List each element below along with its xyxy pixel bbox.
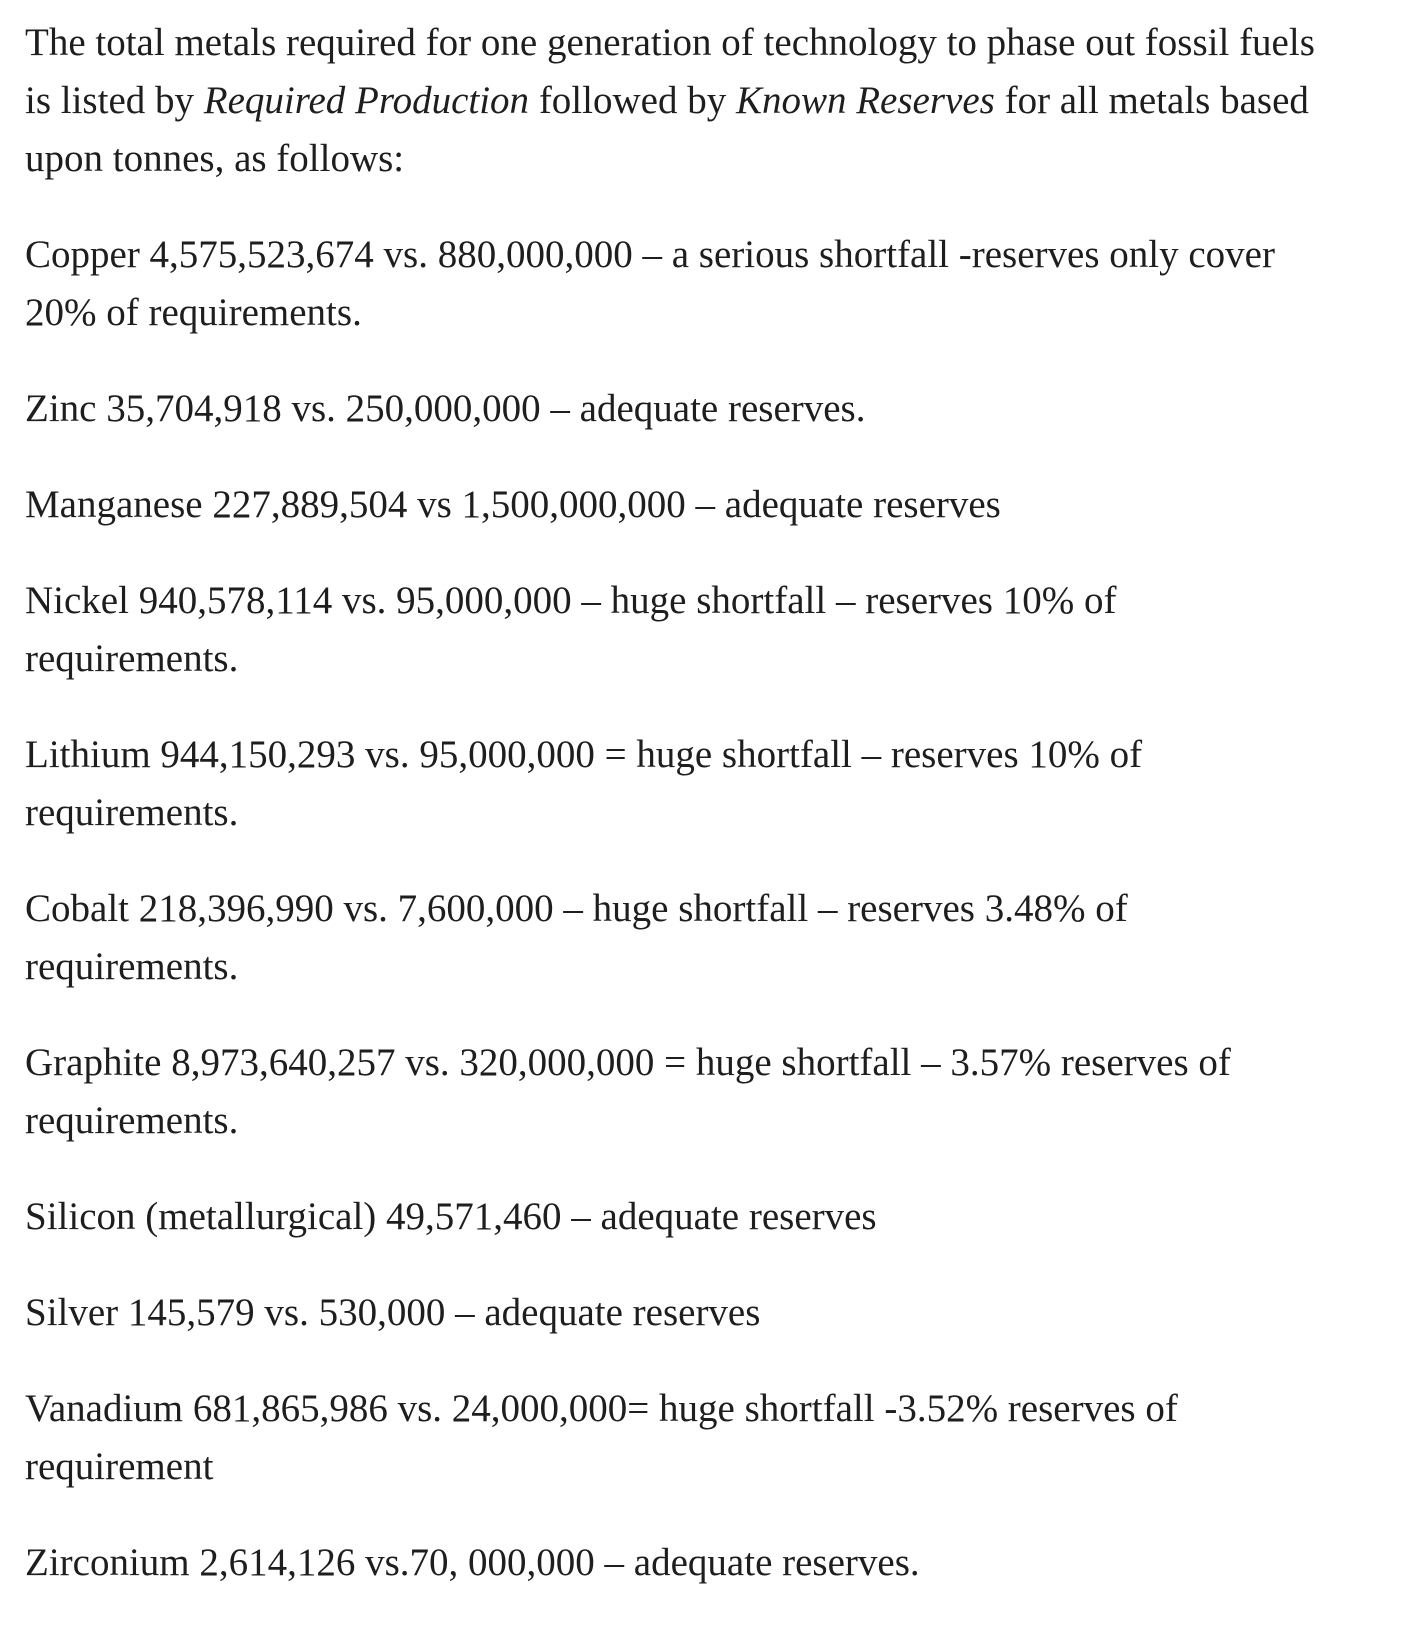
- metal-entry-copper: Copper 4,575,523,674 vs. 880,000,000 – a serious shortfall -reserves only cover 20% of requirements.: [25, 233, 1275, 334]
- metal-entry-silver: Silver 145,579 vs. 530,000 – adequate reserves: [25, 1291, 761, 1334]
- metal-entry-cobalt: Cobalt 218,396,990 vs. 7,600,000 – huge shortfall – reserves 3.48% of requirements.: [25, 887, 1128, 988]
- metal-entry-zinc: Zinc 35,704,918 vs. 250,000,000 – adequate reserves.: [25, 387, 866, 430]
- metal-entry-zirconium: Zirconium 2,614,126 vs.70, 000,000 – adequate reserves.: [25, 1541, 920, 1584]
- intro-emphasis-required-production: Required Production: [203, 79, 530, 122]
- intro-text-3: for all metals based upon tonnes, as follows:: [25, 79, 1309, 180]
- metal-entry-lithium: Lithium 944,150,293 vs. 95,000,000 = huge shortfall – reserves 10% of requirements.: [25, 733, 1143, 834]
- intro-text-1: The total metals required for one generation of technology to phase out fossil fuels is listed by: [25, 21, 1315, 122]
- metal-entry-silicon: Silicon (metallurgical) 49,571,460 – adequate reserves: [25, 1195, 877, 1238]
- intro-emphasis-known-reserves: Known Reserves: [735, 79, 995, 122]
- metal-entry-nickel: Nickel 940,578,114 vs. 95,000,000 – huge shortfall – reserves 10% of requirements.: [25, 579, 1117, 680]
- metal-entry-graphite: Graphite 8,973,640,257 vs. 320,000,000 = huge shortfall – 3.57% reserves of requirements.: [25, 1041, 1231, 1142]
- metal-entry-vanadium: Vanadium 681,865,986 vs. 24,000,000= huge shortfall -3.52% reserves of requirement: [25, 1387, 1178, 1488]
- intro-paragraph: [25, 14, 1336, 188]
- metal-entry-manganese: Manganese 227,889,504 vs 1,500,000,000 – adequate reserves: [25, 483, 1001, 526]
- intro-text-2: followed by: [529, 79, 736, 122]
